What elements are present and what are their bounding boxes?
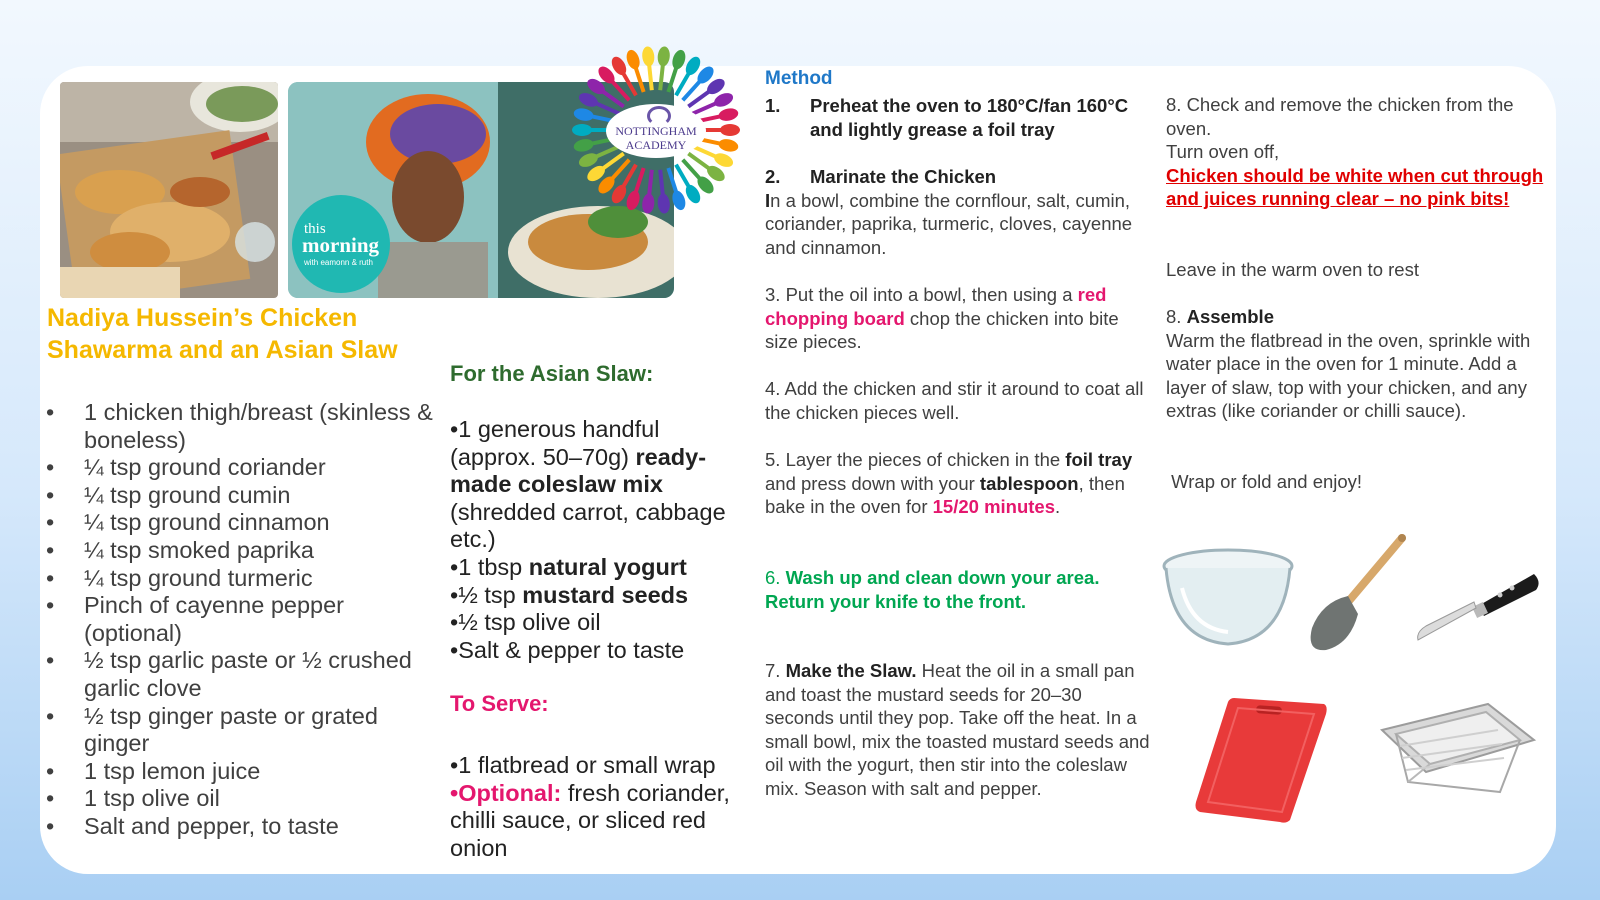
- step-text: Wash up and clean down your area. Return your knife to the front.: [765, 567, 1100, 612]
- step-text: Wrap or fold and enjoy!: [1166, 471, 1363, 492]
- step-highlight: 15/20 minutes: [932, 496, 1056, 518]
- safety-warning: Chicken should be white when cut through and juices running clear – no pink bits!: [1166, 164, 1544, 210]
- slaw-item: •Salt & pepper to taste: [450, 636, 685, 663]
- this-morning-logo: [292, 195, 390, 293]
- method-step-3: [765, 283, 1155, 354]
- academy-name-line2: ACADEMY: [625, 138, 687, 152]
- slaw-item-bold: natural yogurt: [528, 553, 687, 580]
- spoon-decoration: [654, 169, 671, 214]
- step-title: Make the Slaw.: [785, 660, 917, 681]
- optional-label: •Optional:: [450, 779, 562, 806]
- step-text: Turn oven off,: [1166, 141, 1280, 163]
- step-initial: I: [765, 189, 771, 211]
- step-number: 6.: [765, 567, 786, 588]
- slaw-item: [450, 416, 750, 554]
- ingredient-list: [46, 399, 441, 841]
- ingredient-item: • ¼ tsp ground cumin: [46, 482, 441, 510]
- step-text: 8. Check and remove the chicken from the oven.: [1166, 94, 1514, 139]
- slaw-item: [450, 554, 750, 582]
- slaw-item-text: •1 generous handful (approx. 50–70g): [450, 416, 660, 470]
- logo-morning: morning: [302, 233, 380, 257]
- ingredient-item: • Pinch of cayenne pepper (optional): [46, 592, 441, 647]
- step-text: 3. Put the oil into a bowl, then using a: [765, 284, 1078, 305]
- spoon-decoration: [641, 46, 658, 91]
- step-text: .: [1055, 496, 1061, 518]
- method-step-8-check: [1166, 93, 1556, 211]
- step-text: Warm the flatbread in the oven, sprinkle with water place in the oven for 1 minute. Add a layer of slaw, top with your chicken, and any extras (like coriander or chilli sauce).: [1166, 329, 1531, 422]
- spatula-icon: [1292, 532, 1422, 654]
- ingredient-item: • ½ tsp garlic paste or ½ crushed garlic clove: [46, 647, 441, 702]
- method-step-6: [765, 566, 1155, 613]
- step-number: 2.: [765, 166, 781, 187]
- ingredient-item: • Salt and pepper, to taste: [46, 813, 441, 841]
- chicken-platter-photo: [60, 82, 278, 298]
- logo-hosts: with eamonn & ruth: [304, 258, 373, 267]
- step-title: Marinate the Chicken: [810, 166, 997, 187]
- ingredient-item: • ¼ tsp ground cinnamon: [46, 509, 441, 537]
- method-step-5: [765, 448, 1155, 519]
- step-number: 7.: [765, 660, 786, 681]
- method-step-7: [765, 659, 1155, 801]
- logo-this: this: [304, 221, 326, 237]
- spoon-decoration: [641, 169, 658, 214]
- serve-heading: [450, 690, 750, 718]
- serve-item: •1 flatbread or small wrap: [450, 752, 716, 778]
- glass-bowl-icon: [1162, 548, 1294, 648]
- method-heading: Method: [765, 68, 833, 89]
- slaw-item-bold: mustard seeds: [522, 581, 689, 608]
- spoon-decoration: [654, 46, 671, 91]
- method-step-1: [765, 94, 1155, 141]
- method-step-4: [765, 377, 1155, 424]
- step-text: 4. Add the chicken and stir it around to coat all the chicken pieces well.: [765, 378, 1144, 423]
- step-text: and press down with your: [765, 472, 980, 494]
- step-text: , then bake in the oven for: [765, 472, 1125, 518]
- ingredient-item: • ¼ tsp ground coriander: [46, 454, 441, 482]
- slaw-item-text: •½ tsp: [450, 581, 523, 608]
- slaw-item: [450, 582, 750, 610]
- serve-heading-text: To Serve:: [450, 691, 549, 716]
- step-text: Heat the oil in a small pan and toast the mustard seeds for 20–30 seconds until they pop. Take off the heat. In a small bowl, mix the toasted mustard seeds and oil with the yogurt, then stir into the coleslaw mix. Season with salt and pepper.: [765, 660, 1150, 799]
- red-chopping-board-icon: [1194, 694, 1334, 826]
- step-number: 1.: [765, 95, 781, 116]
- step-text: Leave in the warm oven to rest: [1166, 259, 1419, 280]
- slaw-list: [450, 416, 750, 664]
- step-text: chop the chicken into bite size pieces.: [765, 307, 1119, 353]
- recipe-title: Nadiya Hussein’s Chicken Shawarma and an Asian Slaw: [47, 304, 398, 364]
- step-bold: tablespoon: [979, 472, 1079, 494]
- slaw-item-text: •1 tbsp: [450, 553, 529, 580]
- slaw-item-bold: ready-made coleslaw mix: [450, 443, 707, 498]
- step-highlight: red chopping board: [765, 284, 1107, 329]
- ingredient-item: • 1 chicken thigh/breast (skinless & boneless): [46, 399, 441, 454]
- method-step-2: [765, 165, 1155, 259]
- ingredient-item: • ¼ tsp smoked paprika: [46, 537, 441, 565]
- method-step-8-assemble: [1166, 305, 1556, 423]
- ingredient-item: • ½ tsp ginger paste or grated ginger: [46, 703, 441, 758]
- nottingham-academy-logo: [570, 44, 742, 216]
- slaw-item: •½ tsp olive oil: [450, 609, 601, 636]
- academy-name-line1: NOTTINGHAM: [615, 124, 697, 138]
- serve-item: [450, 780, 750, 863]
- step-text: n a bowl, combine the cornflour, salt, cumin, coriander, paprika, turmeric, cloves, cayenne and cinnamon.: [765, 189, 1133, 258]
- method-enjoy: [1166, 470, 1556, 494]
- ingredient-item: • 1 tsp olive oil: [46, 785, 441, 813]
- step-title: Assemble: [1186, 306, 1274, 327]
- ingredient-item: • ¼ tsp ground turmeric: [46, 565, 441, 593]
- method-rest: [1166, 258, 1556, 282]
- knife-icon: [1414, 568, 1544, 644]
- academy-emblem-icon: [647, 106, 671, 126]
- step-number: 8.: [1166, 306, 1187, 327]
- step-bold: foil tray: [1065, 449, 1133, 470]
- step-text: Preheat the oven to 180°C/fan 160°C and lightly grease a foil tray: [810, 95, 1129, 140]
- serve-item-text: fresh coriander, chilli sauce, or sliced red onion: [450, 779, 730, 861]
- foil-tray-icon: [1378, 700, 1538, 800]
- serve-list: [450, 752, 750, 862]
- slaw-heading-text: For the Asian Slaw:: [450, 361, 654, 386]
- step-text: 5. Layer the pieces of chicken in the: [765, 449, 1066, 470]
- slaw-item-text: (shredded carrot, cabbage etc.): [450, 498, 726, 553]
- ingredient-item: • 1 tsp lemon juice: [46, 758, 441, 786]
- slaw-heading: [450, 360, 750, 388]
